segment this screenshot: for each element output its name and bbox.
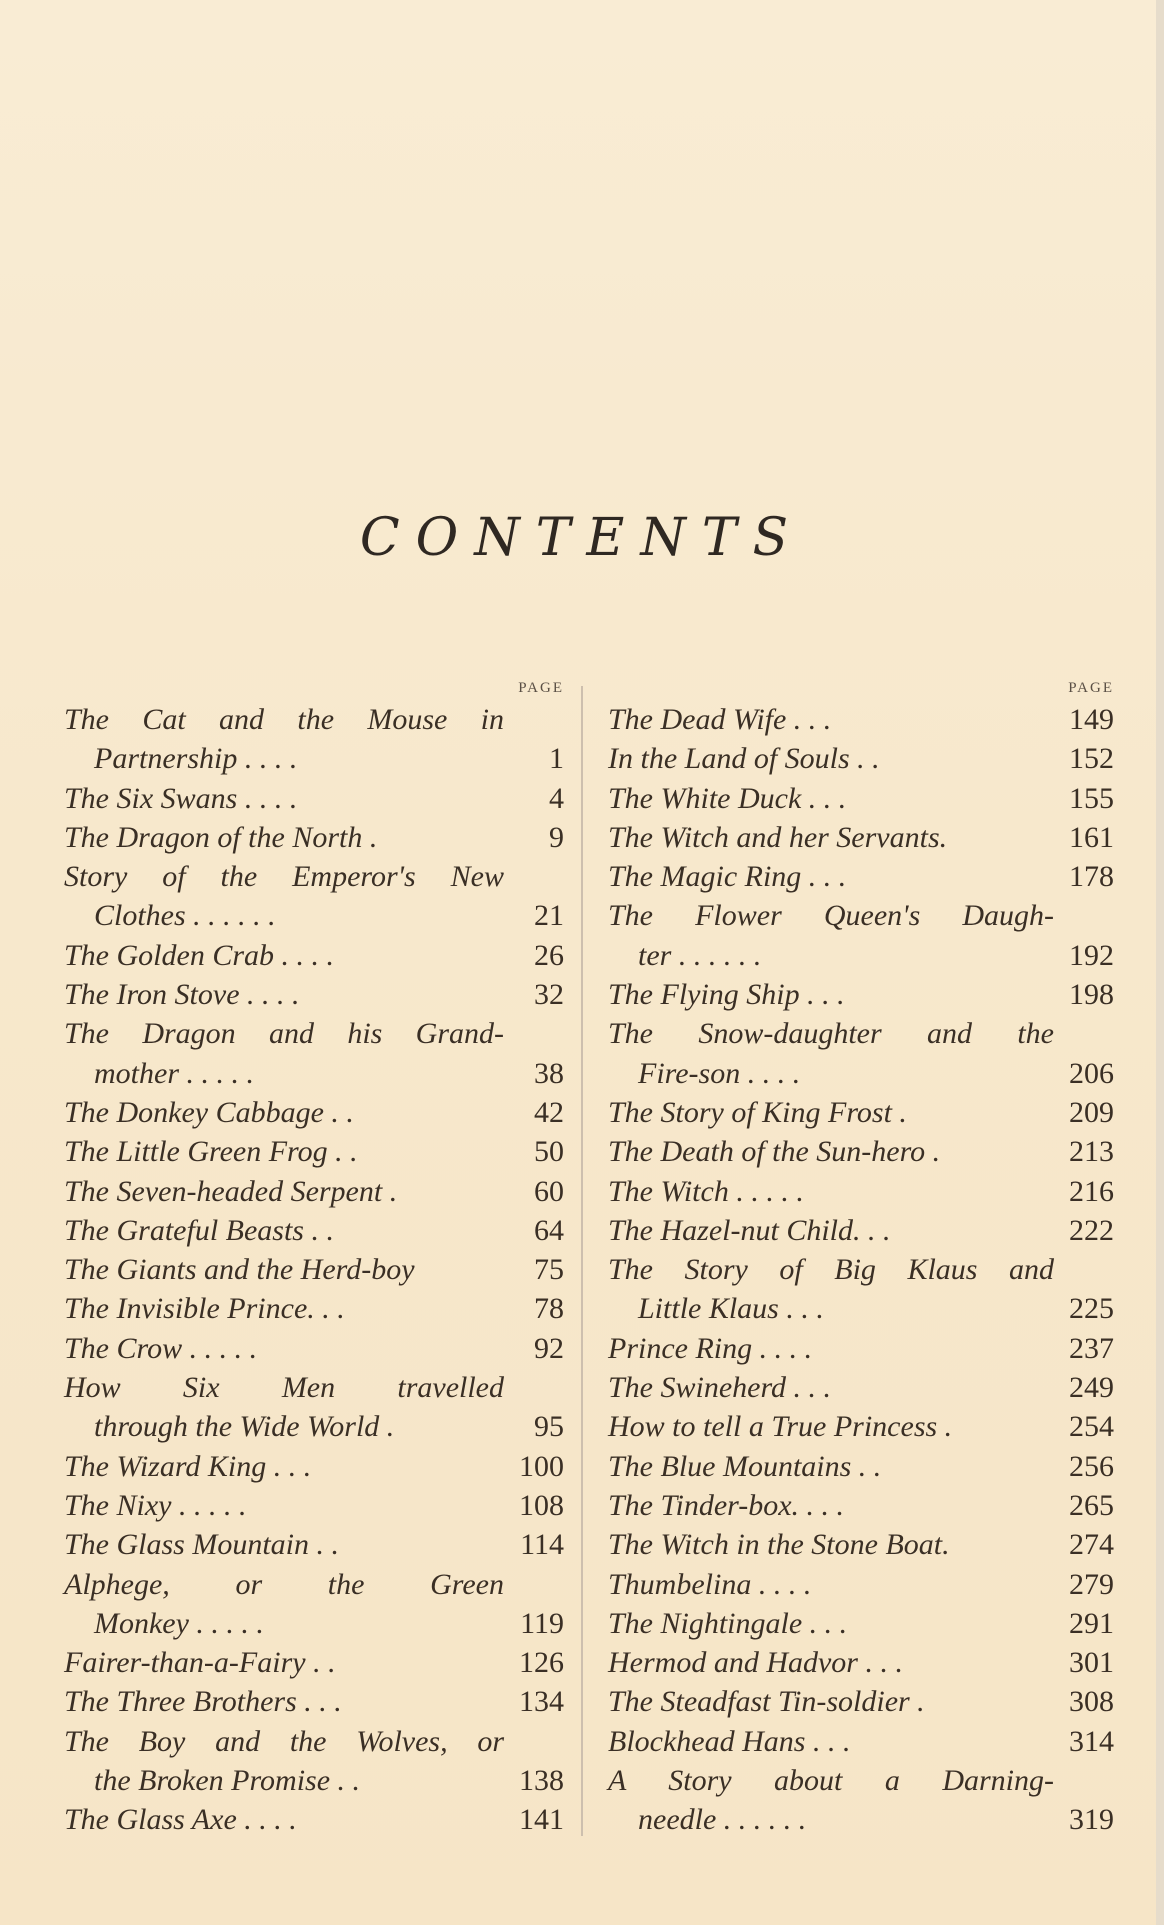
- entry-title-line: How to tell a True Princess .: [608, 1410, 953, 1444]
- contents-entry: [64, 1329, 564, 1368]
- entry-title-line: Story of the Emperor's New: [64, 860, 504, 894]
- page-number: 92: [534, 1331, 564, 1365]
- entry-title: [64, 1486, 504, 1525]
- entry-title-continuation: Monkey . . . . .: [94, 1606, 264, 1640]
- entry-title: [608, 857, 1054, 896]
- entry-title-line: The Witch and her Servants.: [608, 820, 948, 854]
- page-number: 308: [1069, 1685, 1114, 1719]
- entry-title-line: The Witch in the Stone Boat.: [608, 1528, 950, 1562]
- page-number: 141: [519, 1803, 564, 1837]
- entry-title-line: The Glass Mountain . .: [64, 1528, 340, 1562]
- contents-entry: [64, 1172, 564, 1211]
- contents-entry: [608, 1486, 1114, 1525]
- contents-entry: [608, 1565, 1114, 1604]
- contents-entry: [608, 818, 1114, 857]
- entry-title-line: The Giants and the Herd-boy: [64, 1253, 415, 1287]
- entry-title-line: The Flying Ship . . .: [608, 978, 845, 1012]
- page-number: 42: [534, 1095, 564, 1129]
- page-number: 206: [1069, 1056, 1114, 1090]
- page-number: 216: [1069, 1174, 1114, 1208]
- page-number: 32: [534, 978, 564, 1012]
- entry-title: [608, 1368, 1054, 1407]
- entry-title-continuation: Fire-son . . . .: [638, 1056, 801, 1090]
- contents-entry: [64, 1289, 564, 1328]
- contents-entry: [64, 1643, 564, 1682]
- page-number: 134: [519, 1685, 564, 1719]
- contents-entry: [608, 1643, 1114, 1682]
- contents-entry: [64, 1682, 564, 1721]
- entry-title: [64, 1722, 504, 1801]
- page-number: 21: [534, 899, 564, 933]
- contents-entry: [608, 857, 1114, 896]
- entry-title-line: Prince Ring . . . .: [608, 1331, 813, 1365]
- page-number: 126: [519, 1646, 564, 1680]
- entry-title-line: The Grateful Beasts . .: [64, 1213, 334, 1247]
- page-column-label: PAGE: [1068, 680, 1114, 696]
- page-number: 256: [1069, 1449, 1114, 1483]
- page-number: 114: [520, 1528, 564, 1562]
- entry-title: [64, 857, 504, 936]
- page-number: 75: [534, 1253, 564, 1287]
- entry-title: [64, 700, 504, 779]
- page-number: 161: [1069, 820, 1114, 854]
- contents-entry: [64, 857, 564, 936]
- entry-title: [608, 975, 1054, 1014]
- contents-entry: [64, 1486, 564, 1525]
- entry-title-line: The Boy and the Wolves, or: [64, 1724, 504, 1758]
- entry-title: [608, 1761, 1054, 1840]
- contents-entry: [608, 739, 1114, 778]
- contents-entry: [608, 896, 1114, 975]
- entry-title-continuation: ter . . . . . .: [638, 938, 762, 972]
- contents-entry: [608, 1525, 1114, 1564]
- entry-title-line: A Story about a Darning-: [608, 1764, 1054, 1798]
- entry-title: [608, 1211, 1054, 1250]
- entry-title: [64, 1800, 504, 1839]
- contents-entry: [64, 1525, 564, 1564]
- entry-title: [608, 1250, 1054, 1329]
- contents-entry: [608, 975, 1114, 1014]
- entry-title: [608, 779, 1054, 818]
- page-number: 64: [534, 1213, 564, 1247]
- entry-title: [608, 1682, 1054, 1721]
- entry-title-line: The Snow-daughter and the: [608, 1017, 1054, 1051]
- entry-title: [64, 1682, 504, 1721]
- entry-title: [608, 1565, 1054, 1604]
- entry-title: [608, 1172, 1054, 1211]
- page-number: 152: [1069, 742, 1114, 776]
- contents-entry: [64, 1447, 564, 1486]
- page-number: 100: [519, 1449, 564, 1483]
- entry-title-line: The Hazel-nut Child. . .: [608, 1213, 891, 1247]
- page-number: 155: [1069, 781, 1114, 815]
- entry-title-line: The Story of King Frost .: [608, 1095, 907, 1129]
- entry-title: [64, 1093, 504, 1132]
- entry-title: [64, 1643, 504, 1682]
- page-number: 178: [1069, 860, 1114, 894]
- entry-title-line: The Six Swans . . . .: [64, 781, 298, 815]
- entry-title: [64, 1172, 504, 1211]
- contents-heading: CONTENTS: [359, 508, 805, 568]
- entry-title-line: The Invisible Prince. . .: [64, 1292, 345, 1326]
- entry-title: [64, 975, 504, 1014]
- page-number: 265: [1069, 1488, 1114, 1522]
- entry-title-line: The Little Green Frog . .: [64, 1135, 358, 1169]
- contents-entry: [64, 975, 564, 1014]
- page-number: 4: [549, 781, 564, 815]
- entry-title-line: The Dragon of the North .: [64, 820, 378, 854]
- page-number: 237: [1069, 1331, 1114, 1365]
- page-number: 274: [1069, 1528, 1114, 1562]
- entry-title-line: The Swineherd . . .: [608, 1371, 832, 1405]
- contents-entry: [608, 1604, 1114, 1643]
- entry-title-line: The Blue Mountains . .: [608, 1449, 882, 1483]
- page-number: 254: [1069, 1410, 1114, 1444]
- entry-title: [64, 1368, 504, 1447]
- contents-entry: [608, 779, 1114, 818]
- entry-title: [608, 818, 1054, 857]
- page-number: 209: [1069, 1095, 1114, 1129]
- page-number: 198: [1069, 978, 1114, 1012]
- contents-entry: [64, 779, 564, 818]
- entry-title: [64, 1447, 504, 1486]
- entry-title: [64, 1525, 504, 1564]
- page-number: 314: [1069, 1724, 1114, 1758]
- entry-title-continuation: the Broken Promise . .: [94, 1764, 361, 1798]
- entry-title-line: Alphege, or the Green: [64, 1567, 504, 1601]
- contents-entry: [608, 1329, 1114, 1368]
- entry-title: [64, 936, 504, 975]
- contents-list-left: [64, 700, 564, 1840]
- contents-entry: [64, 1565, 564, 1644]
- entry-title: [608, 739, 1054, 778]
- entry-title: [608, 1447, 1054, 1486]
- contents-entry: [64, 818, 564, 857]
- entry-title-line: The Witch . . . . .: [608, 1174, 804, 1208]
- contents-entry: [64, 1800, 564, 1839]
- page-number: 149: [1069, 703, 1114, 736]
- contents-column-left: [64, 676, 564, 1840]
- contents-entry: [608, 1014, 1114, 1093]
- page-column-label: PAGE: [518, 680, 564, 696]
- entry-title-line: Thumbelina . . . .: [608, 1567, 812, 1601]
- entry-title-line: How Six Men travelled: [64, 1371, 504, 1405]
- contents-entry: [608, 1407, 1114, 1446]
- entry-title: [64, 779, 504, 818]
- entry-title-line: The Steadfast Tin-soldier .: [608, 1685, 925, 1719]
- entry-title-line: The Death of the Sun-hero .: [608, 1135, 941, 1169]
- contents-entry: [64, 936, 564, 975]
- entry-title-line: The Three Brothers . . .: [64, 1685, 342, 1719]
- contents-entry: [608, 1093, 1114, 1132]
- entry-title-line: The White Duck . . .: [608, 781, 847, 815]
- contents-entry: [64, 1093, 564, 1132]
- entry-title-line: The Cat and the Mouse in: [64, 703, 504, 736]
- entry-title-line: Fairer-than-a-Fairy . .: [64, 1646, 336, 1680]
- page-number: 192: [1069, 938, 1114, 972]
- page-number: 50: [534, 1135, 564, 1169]
- entry-title-line: Hermod and Hadvor . . .: [608, 1646, 903, 1680]
- entry-title-line: The Story of Big Klaus and: [608, 1253, 1054, 1287]
- contents-entry: [608, 1132, 1114, 1171]
- contents-entry: [608, 1172, 1114, 1211]
- page-number: 213: [1069, 1135, 1114, 1169]
- entry-title: [608, 1093, 1054, 1132]
- entry-title-line: The Dragon and his Grand-: [64, 1017, 504, 1051]
- contents-entry: [608, 1250, 1114, 1329]
- page-number: 249: [1069, 1371, 1114, 1405]
- contents-entry: [64, 1250, 564, 1289]
- entry-title-line: The Magic Ring . . .: [608, 860, 847, 894]
- entry-title: [64, 1329, 504, 1368]
- entry-title: [608, 896, 1054, 975]
- page-number: 222: [1069, 1213, 1114, 1247]
- contents-entry: [608, 1447, 1114, 1486]
- contents-entry: [64, 1368, 564, 1447]
- contents-list-right: [608, 700, 1114, 1840]
- page-number: 26: [534, 938, 564, 972]
- page-number: 95: [534, 1410, 564, 1444]
- entry-title: [608, 1525, 1054, 1564]
- contents-entry: [608, 700, 1114, 739]
- contents-entry: [64, 1014, 564, 1093]
- entry-title-line: The Flower Queen's Daugh-: [608, 899, 1054, 933]
- entry-title-line: The Crow . . . . .: [64, 1331, 258, 1365]
- column-divider: [581, 686, 583, 1836]
- entry-title-line: Blockhead Hans . . .: [608, 1724, 851, 1758]
- page-number: 108: [519, 1488, 564, 1522]
- contents-entry: [608, 1722, 1114, 1761]
- entry-title: [608, 1643, 1054, 1682]
- entry-title-continuation: needle . . . . . .: [638, 1803, 807, 1837]
- page-number: 119: [520, 1606, 564, 1640]
- entry-title-line: The Nightingale . . .: [608, 1606, 848, 1640]
- entry-title-line: The Donkey Cabbage . .: [64, 1095, 354, 1129]
- entry-title: [608, 1132, 1054, 1171]
- entry-title: [64, 1014, 504, 1093]
- entry-title-continuation: Partnership . . . .: [94, 742, 298, 776]
- entry-title-line: The Dead Wife . . .: [608, 703, 832, 736]
- page-number: 138: [519, 1764, 564, 1798]
- entry-title: [64, 1250, 504, 1289]
- entry-title-line: The Wizard King . . .: [64, 1449, 312, 1483]
- entry-title: [608, 1604, 1054, 1643]
- page-number: 60: [534, 1174, 564, 1208]
- page-edge: [1156, 0, 1164, 1925]
- contents-entry: [608, 1761, 1114, 1840]
- contents-entry: [608, 1368, 1114, 1407]
- page-number: 301: [1069, 1646, 1114, 1680]
- entry-title: [608, 1329, 1054, 1368]
- entry-title: [608, 1407, 1054, 1446]
- entry-title: [64, 1132, 504, 1171]
- entry-title: [608, 1014, 1054, 1093]
- entry-title: [608, 1722, 1054, 1761]
- entry-title: [608, 1486, 1054, 1525]
- entry-title-line: The Golden Crab . . . .: [64, 938, 334, 972]
- contents-entry: [64, 1211, 564, 1250]
- entry-title-line: The Seven-headed Serpent .: [64, 1174, 398, 1208]
- page-number: 279: [1069, 1567, 1114, 1601]
- contents-entry: [608, 1211, 1114, 1250]
- contents-entry: [608, 1682, 1114, 1721]
- contents-entry: [64, 700, 564, 779]
- entry-title-continuation: Clothes . . . . . .: [94, 899, 276, 933]
- entry-title-line: In the Land of Souls . .: [608, 742, 880, 776]
- page-number: 9: [549, 820, 564, 854]
- entry-title: [64, 1565, 504, 1644]
- entry-title-continuation: Little Klaus . . .: [638, 1292, 824, 1326]
- entry-title-line: The Iron Stove . . . .: [64, 978, 300, 1012]
- entry-title: [64, 1289, 504, 1328]
- page-number: 319: [1069, 1803, 1114, 1837]
- contents-entry: [64, 1722, 564, 1801]
- entry-title-line: The Tinder-box. . . .: [608, 1488, 845, 1522]
- entry-title: [64, 1211, 504, 1250]
- page-number: 291: [1069, 1606, 1114, 1640]
- entry-title-continuation: through the Wide World .: [94, 1410, 395, 1444]
- entry-title-continuation: mother . . . . .: [94, 1056, 254, 1090]
- entry-title: [608, 700, 1054, 739]
- entry-title-line: The Nixy . . . . .: [64, 1488, 247, 1522]
- contents-entry: [64, 1132, 564, 1171]
- page-number: 38: [534, 1056, 564, 1090]
- page-number: 225: [1069, 1292, 1114, 1326]
- page-number: 1: [549, 742, 564, 776]
- entry-title-line: The Glass Axe . . . .: [64, 1803, 297, 1837]
- entry-title: [64, 818, 504, 857]
- contents-column-right: [608, 676, 1114, 1840]
- page-number: 78: [534, 1292, 564, 1326]
